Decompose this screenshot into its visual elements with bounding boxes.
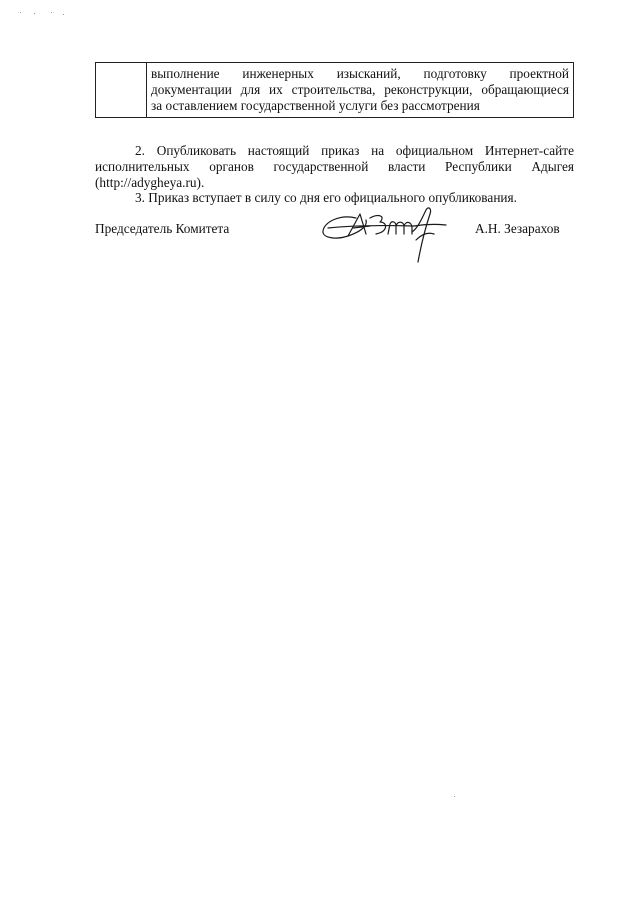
signatory-name: А.Н. Зезарахов bbox=[475, 221, 560, 236]
signatory-role: Председатель Комитета bbox=[95, 221, 230, 236]
table-cell-line: за оставлением государственной услуги без рассмотрения bbox=[151, 98, 480, 113]
scan-speck bbox=[51, 12, 52, 13]
handwritten-signature-icon bbox=[318, 204, 458, 266]
scan-speck bbox=[63, 14, 64, 15]
table-cell-line: документации для их строительства, реконструкции, обращающиеся bbox=[151, 82, 569, 97]
table-cell-text bbox=[147, 63, 574, 118]
services-table-fragment bbox=[95, 62, 574, 118]
table-row bbox=[96, 63, 574, 118]
paragraph-line: 3. Приказ вступает в силу со дня его официального опубликования. bbox=[135, 190, 517, 205]
table-cell-number bbox=[96, 63, 147, 118]
scan-speck bbox=[20, 12, 21, 13]
paragraph-line: исполнительных органов государственной власти Республики Адыгея bbox=[95, 159, 574, 174]
paragraph-publish-order bbox=[95, 143, 574, 191]
scan-speck bbox=[454, 796, 455, 797]
paragraph-line: 2. Опубликовать настоящий приказ на официальном Интернет-сайте bbox=[135, 143, 574, 158]
table-cell-line: выполнение инженерных изысканий, подготовку проектной bbox=[151, 66, 569, 81]
paragraph-line: (http://adygheya.ru). bbox=[95, 175, 205, 190]
scan-speck bbox=[34, 13, 35, 14]
